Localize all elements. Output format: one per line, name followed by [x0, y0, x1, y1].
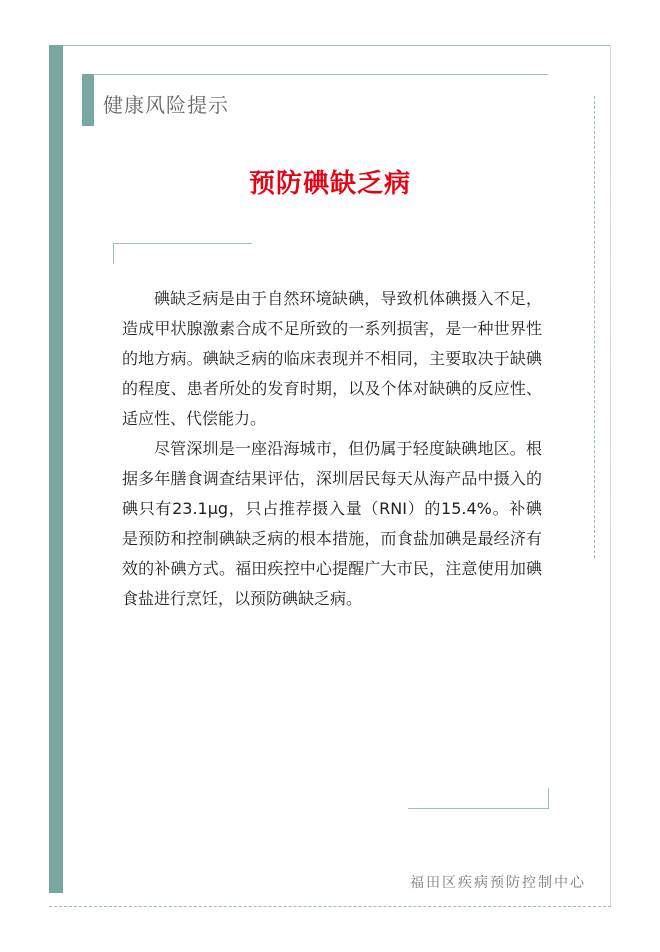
article-title: 预防碘缺乏病	[248, 169, 411, 199]
bottom-dashed-line	[49, 906, 611, 907]
top-border-line	[63, 45, 611, 46]
header-accent-block	[82, 74, 94, 126]
article-body	[122, 284, 542, 614]
footer-organization: 福田区疾病预防控制中心	[410, 875, 586, 891]
bottom-right-corner-bracket	[408, 788, 549, 809]
header-title: 健康风险提示	[103, 93, 229, 117]
article-paragraph: 尽管深圳是一座沿海城市，但仍属于轻度缺碘地区。根据多年膳食调查结果评估，深圳居民每天从海产品中摄入的碘只有23.1μg，只占推荐摄入量（RNI）的15.4%。补碘是预防和控制碘缺乏病的根本措施，而食盐加碘是最经济有效的补碘方式。福田疾控中心提醒广大市民，注意使用加碘食盐进行烹饪，以预防碘缺乏病。	[122, 439, 542, 608]
article-paragraph: 碘缺乏病是由于自然环境缺碘，导致机体碘摄入不足，造成甲状腺激素合成不足所致的一系列损害，是一种世界性的地方病。碘缺乏病的临床表现并不相同，主要取决于缺碘的程度、患者所处的发育时期，以及个体对缺碘的反应性、适应性、代偿能力。	[122, 289, 542, 428]
header-rule	[94, 74, 548, 75]
top-left-corner-bracket	[113, 243, 252, 264]
